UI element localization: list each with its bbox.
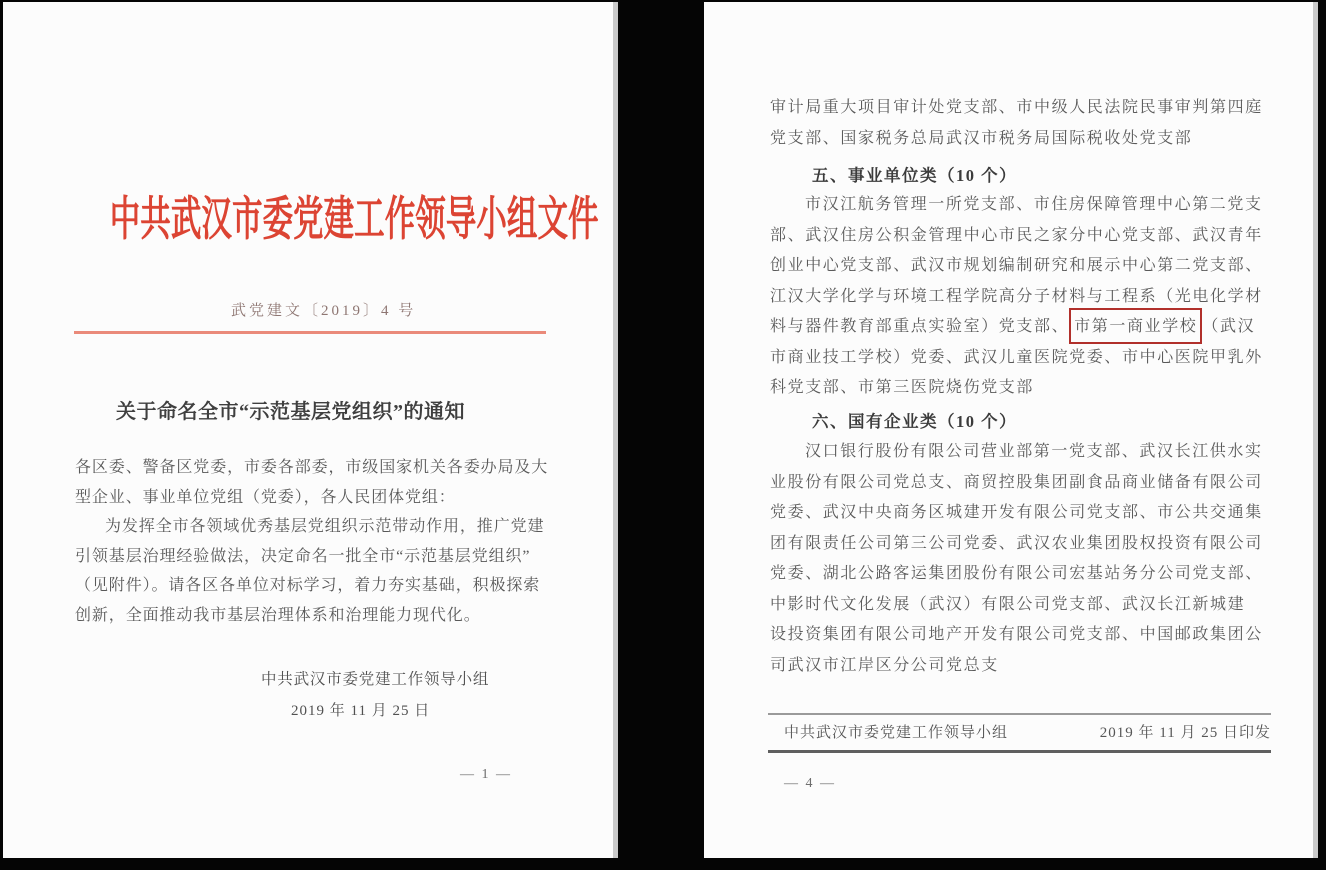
document-page-4 bbox=[704, 2, 1318, 858]
body-line-with-highlight bbox=[770, 312, 1263, 343]
state-owned-enterprises-list bbox=[770, 437, 1263, 681]
public-institutions-list bbox=[770, 190, 1263, 404]
notice-body bbox=[75, 453, 548, 630]
letterhead-divider-rule bbox=[74, 331, 546, 334]
colophon-row bbox=[768, 720, 1271, 746]
body-line: 科党支部、市第三医院烧伤党支部 bbox=[770, 379, 1035, 396]
text-before-highlight: 料与器件教育部重点实验室）党支部、 bbox=[770, 318, 1070, 335]
body-line: 党委、湖北公路客运集团股份有限公司宏基站务分公司党支部、 bbox=[770, 565, 1263, 582]
body-line: 审计局重大项目审计处党支部、市中级人民法院民事审判第四庭 bbox=[770, 99, 1263, 116]
page-number: — 4 — bbox=[784, 776, 836, 791]
body-line: 设投资集团有限公司地产开发有限公司党支部、中国邮政集团公 bbox=[770, 626, 1263, 643]
notice-title: 关于命名全市“示范基层党组织”的通知 bbox=[116, 401, 465, 423]
footer-bottom-rule bbox=[768, 750, 1271, 753]
document-number: 武党建文〔2019〕4 号 bbox=[231, 303, 417, 319]
section-heading-public-institutions: 五、事业单位类（10 个） bbox=[812, 166, 1018, 185]
body-line: 型企业、事业单位党组（党委），各人民团体党组： bbox=[75, 488, 456, 506]
body-line: 为发挥全市各领域优秀基层党组织示范带动作用，推广党建 bbox=[105, 518, 545, 535]
body-line: 创业中心党支部、武汉市规划编制研究和展示中心第二党支部、 bbox=[770, 257, 1263, 274]
body-line: 党委、武汉中央商务区城建开发有限公司党支部、市公共交通集 bbox=[770, 504, 1263, 521]
body-line: 业股份有限公司党总支、商贸控股集团副食品商业储备有限公司 bbox=[770, 473, 1263, 491]
body-line: （见附件）。请各区各单位对标学习，着力夯实基础，积极探索 bbox=[75, 577, 541, 594]
highlighted-school-annotation-box: 市第一商业学校 bbox=[1069, 308, 1202, 344]
body-line: 团有限责任公司第三公司党委、武汉农业集团股权投资有限公司 bbox=[770, 534, 1263, 552]
colophon-issuing-organization: 中共武汉市委党建工作领导小组 bbox=[784, 725, 1009, 741]
body-line: 中影时代文化发展（武汉）有限公司党支部、武汉长江新城建 bbox=[770, 595, 1246, 613]
colophon-print-date: 2019 年 11 月 25 日印发 bbox=[1099, 725, 1271, 741]
body-line: 创新，全面推动我市基层治理体系和治理能力现代化。 bbox=[75, 606, 481, 624]
signature-date: 2019 年 11 月 25 日 bbox=[291, 703, 431, 719]
body-line: 汉口银行股份有限公司营业部第一党支部、武汉长江供水实 bbox=[805, 443, 1263, 460]
letterhead-title: 中共武汉市委党建工作领导小组文件 bbox=[109, 194, 599, 246]
footer-top-rule bbox=[768, 713, 1271, 715]
signature-organization: 中共武汉市委党建工作领导小组 bbox=[261, 671, 490, 688]
body-line: 江汉大学化学与环境工程学院高分子材料与工程系（光电化学材 bbox=[770, 287, 1263, 305]
text-after-highlight: （武汉 bbox=[1202, 318, 1256, 335]
continued-list-text bbox=[770, 93, 1263, 154]
body-line: 引领基层治理经验做法，决定命名一批全市“示范基层党组织” bbox=[75, 547, 531, 565]
body-line: 市汉江航务管理一所党支部、市住房保障管理中心第二党支 bbox=[805, 196, 1263, 213]
body-line: 司武汉市江岸区分公司党总支 bbox=[770, 656, 999, 674]
body-line: 部、武汉住房公积金管理中心市民之家分中心党支部、武汉青年 bbox=[770, 226, 1263, 244]
body-line: 各区委、警备区党委，市委各部委，市级国家机关各委办局及大 bbox=[75, 459, 549, 476]
page-number: — 1 — bbox=[460, 767, 512, 782]
body-line: 市商业技工学校）党委、武汉儿童医院党委、市中心医院甲乳外 bbox=[770, 348, 1263, 366]
section-heading-state-owned-enterprises: 六、国有企业类（10 个） bbox=[812, 412, 1018, 431]
body-line: 党支部、国家税务总局武汉市税务局国际税收处党支部 bbox=[770, 129, 1193, 147]
document-page-1 bbox=[3, 2, 618, 858]
